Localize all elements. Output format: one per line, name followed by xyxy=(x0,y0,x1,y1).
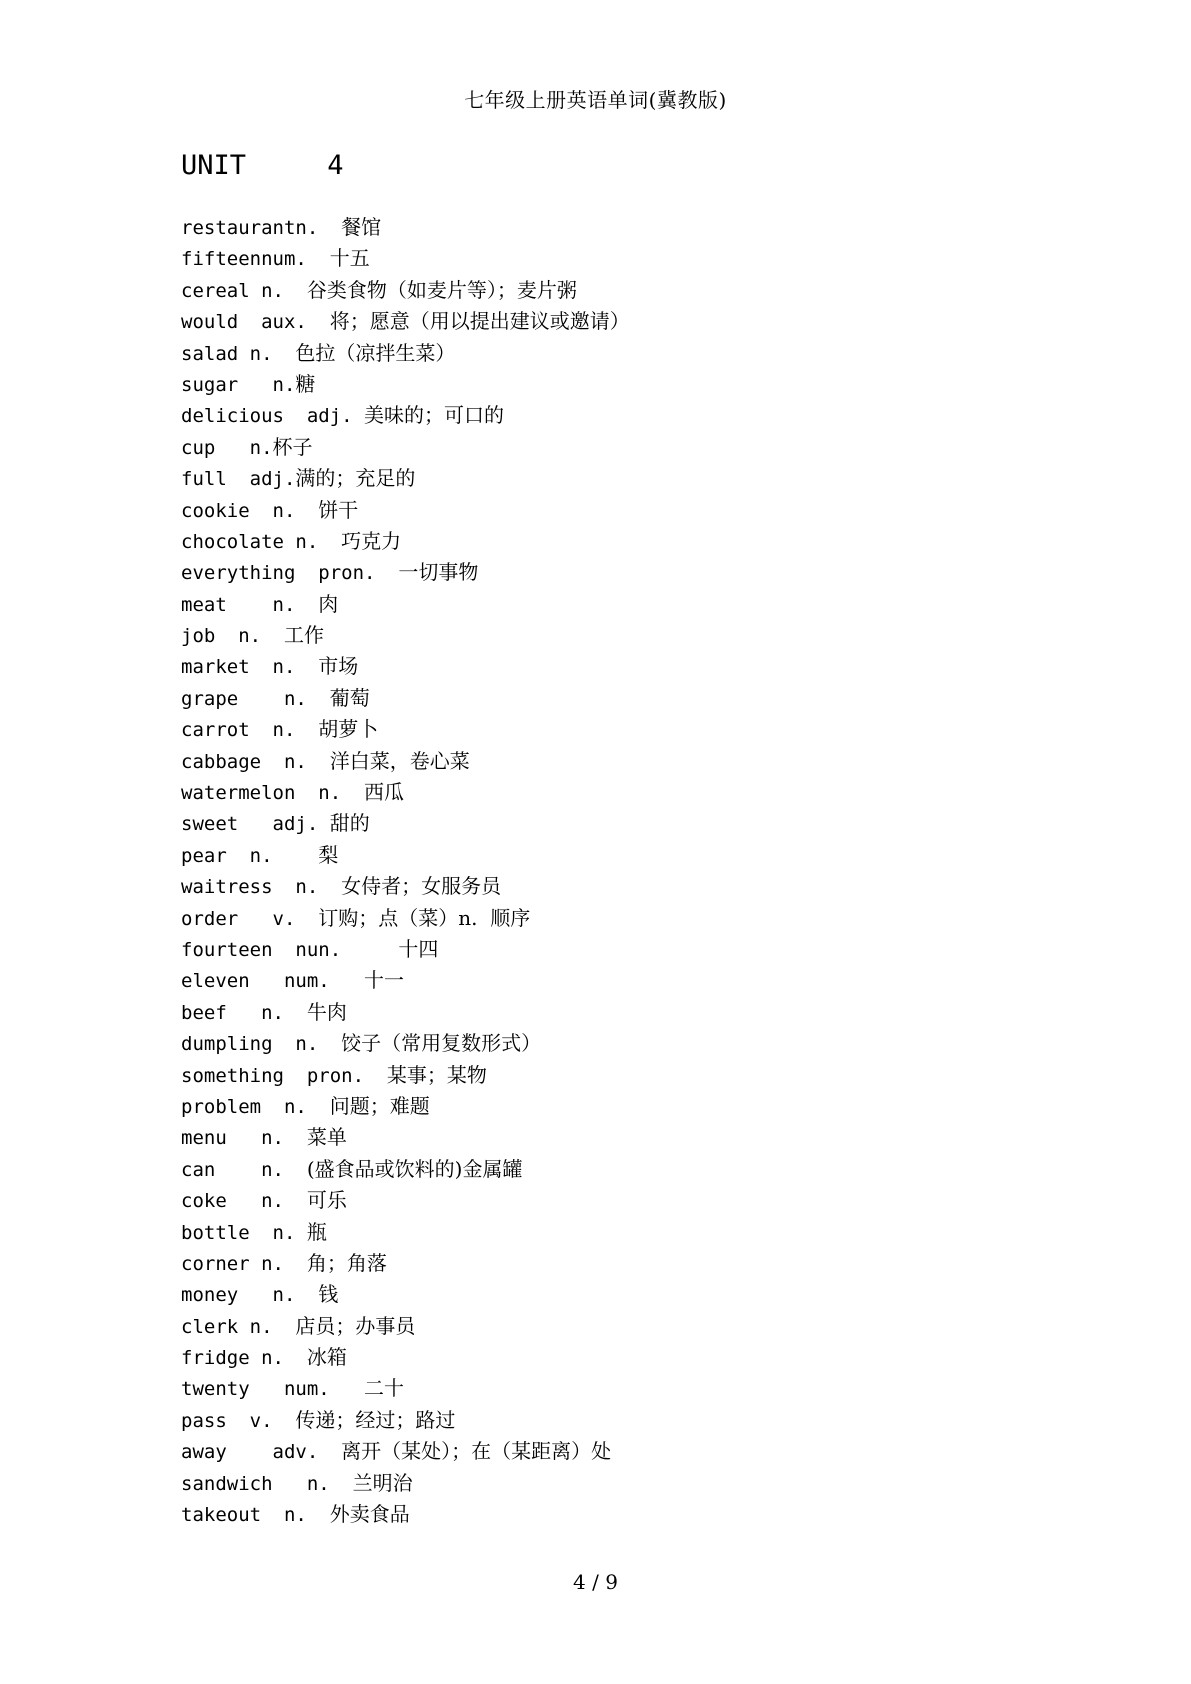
vocabulary-item xyxy=(181,746,630,777)
english-word: dumpling n. xyxy=(181,1033,342,1056)
vocabulary-item xyxy=(181,526,630,557)
vocabulary-item xyxy=(181,777,630,808)
vocabulary-item xyxy=(181,463,630,494)
english-word: salad n. xyxy=(181,342,296,365)
english-word: grape n. xyxy=(181,687,330,710)
chinese-meaning: 杯子 xyxy=(272,434,313,459)
chinese-meaning: 牛肉 xyxy=(306,999,347,1024)
english-word: cereal n. xyxy=(181,279,307,302)
english-word: carrot n. xyxy=(181,719,319,742)
chinese-meaning: 餐馆 xyxy=(341,215,382,239)
chinese-meaning: 传递；经过；路过 xyxy=(295,1407,456,1432)
vocabulary-item xyxy=(181,934,630,965)
vocabulary-item xyxy=(181,1122,630,1153)
chinese-meaning: 兰明治 xyxy=(352,1470,413,1495)
vocabulary-item xyxy=(181,338,630,369)
chinese-meaning: 菜单 xyxy=(306,1125,347,1150)
english-word: twenty num. xyxy=(181,1378,365,1401)
chinese-meaning: 外卖食品 xyxy=(329,1502,410,1527)
vocabulary-item xyxy=(181,965,630,996)
vocabulary-item xyxy=(181,871,630,902)
vocabulary-item xyxy=(181,212,630,243)
english-word: restaurantn. xyxy=(181,217,342,239)
vocabulary-item xyxy=(181,903,630,934)
vocabulary-item xyxy=(181,651,630,682)
vocabulary-item xyxy=(181,369,630,400)
chinese-meaning: 将；愿意（用以提出建议或邀请） xyxy=(329,309,630,334)
english-word: fridge n. xyxy=(181,1347,307,1370)
vocabulary-item xyxy=(181,620,630,651)
english-word: sandwich n. xyxy=(181,1472,353,1495)
chinese-meaning: 二十 xyxy=(364,1376,405,1401)
chinese-meaning: 饼干 xyxy=(318,497,359,522)
vocabulary-item xyxy=(181,1248,630,1279)
chinese-meaning: 瓶 xyxy=(306,1219,327,1244)
english-word: order v. xyxy=(181,907,319,930)
english-word: cabbage n. xyxy=(181,750,330,773)
chinese-meaning: 葡萄 xyxy=(329,685,370,710)
vocabulary-item xyxy=(181,306,630,337)
vocabulary-item xyxy=(181,1405,630,1436)
chinese-meaning: 色拉（凉拌生菜） xyxy=(295,340,456,365)
vocabulary-item xyxy=(181,275,630,306)
page-number: 4 / 9 xyxy=(573,1570,618,1594)
english-word: watermelon n. xyxy=(181,782,365,805)
vocabulary-list xyxy=(181,212,630,1530)
english-word: problem n. xyxy=(181,1095,330,1118)
chinese-meaning: 梨 xyxy=(318,842,339,867)
vocabulary-item xyxy=(181,997,630,1028)
english-word: waitress n. xyxy=(181,876,342,899)
english-word: market n. xyxy=(181,656,319,679)
english-word: coke n. xyxy=(181,1190,307,1213)
vocabulary-item xyxy=(181,243,630,274)
chinese-meaning: 一切事物 xyxy=(398,560,479,585)
vocabulary-item xyxy=(181,1468,630,1499)
english-word: pear n. xyxy=(181,844,319,867)
chinese-meaning: 谷类食物（如麦片等）；麦片粥 xyxy=(306,277,577,302)
english-word: something pron. xyxy=(181,1064,387,1087)
english-word: fourteen nun. xyxy=(181,938,399,961)
chinese-meaning: 问题；难题 xyxy=(329,1093,430,1118)
chinese-meaning: 肉 xyxy=(318,591,339,616)
chinese-meaning: 甜的 xyxy=(329,811,370,836)
english-word: away adv. xyxy=(181,1441,342,1464)
chinese-meaning: 十四 xyxy=(398,936,439,961)
english-word: sugar n. xyxy=(181,373,296,396)
vocabulary-item xyxy=(181,495,630,526)
chinese-meaning: 订购；点（菜）n. 顺序 xyxy=(318,905,531,930)
english-word: beef n. xyxy=(181,1001,307,1024)
vocabulary-item xyxy=(181,1436,630,1467)
vocabulary-item xyxy=(181,1373,630,1404)
chinese-meaning: 角；角落 xyxy=(306,1250,387,1275)
english-word: pass v. xyxy=(181,1409,296,1432)
english-word: corner n. xyxy=(181,1252,307,1275)
english-word: clerk n. xyxy=(181,1315,296,1338)
document-title: 七年级上册英语单词(冀教版) xyxy=(464,88,727,112)
chinese-meaning: (盛食品或饮料的)金属罐 xyxy=(306,1156,523,1181)
vocabulary-item xyxy=(181,1499,630,1530)
vocabulary-item xyxy=(181,1060,630,1091)
vocabulary-item xyxy=(181,1311,630,1342)
vocabulary-item xyxy=(181,1279,630,1310)
chinese-meaning: 西瓜 xyxy=(364,780,405,805)
unit-heading: UNIT 4 xyxy=(181,150,344,181)
chinese-meaning: 饺子（常用复数形式） xyxy=(341,1031,542,1056)
vocabulary-item xyxy=(181,1185,630,1216)
english-word: cup n. xyxy=(181,436,273,459)
english-word: full adj. xyxy=(181,468,296,491)
chinese-meaning: 女侍者；女服务员 xyxy=(341,874,502,899)
vocabulary-item xyxy=(181,683,630,714)
english-word: menu n. xyxy=(181,1127,307,1150)
vocabulary-item xyxy=(181,1217,630,1248)
vocabulary-item xyxy=(181,1028,630,1059)
chinese-meaning: 钱 xyxy=(318,1282,339,1307)
english-word: meat n. xyxy=(181,593,319,616)
english-word: would aux. xyxy=(181,311,330,334)
chinese-meaning: 市场 xyxy=(318,654,359,679)
chinese-meaning: 店员；办事员 xyxy=(295,1313,416,1338)
chinese-meaning: 可乐 xyxy=(306,1188,347,1213)
chinese-meaning: 糖 xyxy=(295,371,316,396)
english-word: chocolate n. xyxy=(181,530,342,553)
vocabulary-item xyxy=(181,808,630,839)
chinese-meaning: 巧克力 xyxy=(341,528,402,553)
english-word: cookie n. xyxy=(181,499,319,522)
vocabulary-item xyxy=(181,714,630,745)
english-word: delicious adj. xyxy=(181,405,365,428)
vocabulary-item xyxy=(181,840,630,871)
chinese-meaning: 胡萝卜 xyxy=(318,717,379,742)
chinese-meaning: 冰箱 xyxy=(306,1345,347,1370)
vocabulary-item xyxy=(181,1091,630,1122)
chinese-meaning: 离开（某处）；在（某距离）处 xyxy=(341,1439,612,1464)
vocabulary-item xyxy=(181,589,630,620)
english-word: sweet adj. xyxy=(181,813,330,836)
chinese-meaning: 满的；充足的 xyxy=(295,466,416,491)
english-word: takeout n. xyxy=(181,1504,330,1527)
vocabulary-item xyxy=(181,1154,630,1185)
english-word: eleven num. xyxy=(181,970,365,993)
chinese-meaning: 十五 xyxy=(329,246,370,271)
chinese-meaning: 洋白菜，卷心菜 xyxy=(329,748,470,773)
vocabulary-item xyxy=(181,1342,630,1373)
vocabulary-item xyxy=(181,432,630,463)
chinese-meaning: 工作 xyxy=(283,623,324,648)
chinese-meaning: 某事；某物 xyxy=(386,1062,487,1087)
english-word: everything pron. xyxy=(181,562,399,585)
vocabulary-item xyxy=(181,400,630,431)
english-word: job n. xyxy=(181,625,284,648)
vocabulary-item xyxy=(181,557,630,588)
english-word: money n. xyxy=(181,1284,319,1307)
chinese-meaning: 十一 xyxy=(364,968,405,993)
english-word: bottle n. xyxy=(181,1221,307,1244)
chinese-meaning: 美味的；可口的 xyxy=(364,403,505,428)
english-word: fifteennum. xyxy=(181,248,330,271)
english-word: can n. xyxy=(181,1158,307,1181)
